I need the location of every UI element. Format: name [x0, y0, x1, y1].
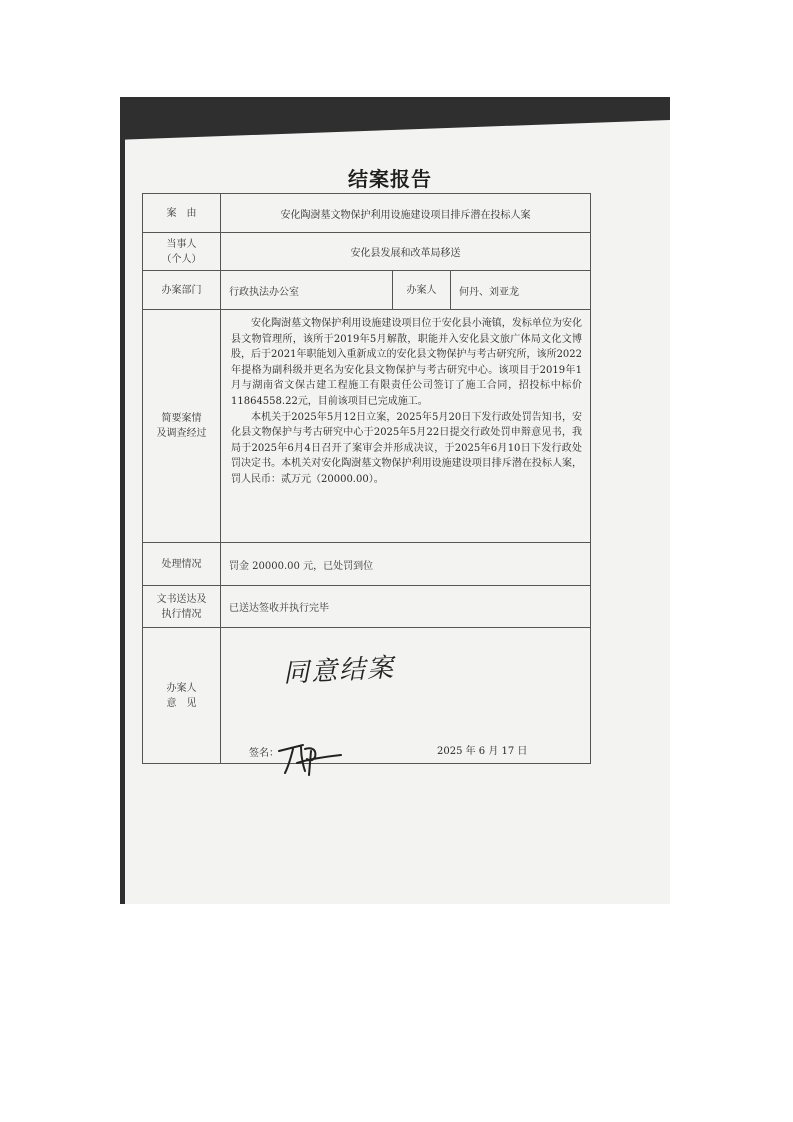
signature-date: 2025 年 6 月 17 日 — [437, 746, 528, 757]
document-title: 结案报告 — [348, 167, 432, 191]
row-opinion — [143, 628, 591, 764]
row-party — [143, 233, 591, 271]
summary-paragraph-2: 本机关于2025年5月12日立案，2025年5月20日下发行政处罚告知书，安化县文物保护与考古研究中心于2025年5月22日提交行政处罚申辩意见书，我局于2025年6月4日召开了案审会并形成决议，于2025年6月10日下发行政处罚决定书。本机关对安化陶澍墓文物保护利用设施建设项目排斥潜在投标人案，罚人民币：贰万元（20000.00）。 — [231, 411, 583, 485]
row-case-cause — [143, 194, 591, 233]
row-delivery — [143, 586, 591, 628]
signature-label: 签名： — [249, 748, 279, 759]
handling-label: 处理情况 — [143, 543, 221, 586]
handler-value: 何丹、刘亚龙 — [451, 271, 591, 310]
row-summary — [143, 310, 591, 543]
handling-value: 罚金 20000.00 元，已处罚到位 — [221, 543, 591, 586]
party-value: 安化县发展和改革局移送 — [221, 233, 591, 271]
department-value: 行政执法办公室 — [221, 271, 393, 310]
delivery-label: 文书送达及 执行情况 — [143, 586, 221, 628]
party-label: 当事人 （个人） — [143, 233, 221, 271]
row-department — [143, 271, 591, 310]
opinion-cell — [221, 628, 591, 764]
case-cause-value: 安化陶澍墓文物保护利用设施建设项目排斥潜在投标人案 — [221, 194, 591, 233]
case-cause-label: 案 由 — [143, 194, 221, 233]
delivery-value: 已送达签收并执行完毕 — [221, 586, 591, 628]
handler-label: 办案人 — [393, 271, 451, 310]
case-closing-form — [142, 193, 591, 764]
department-label: 办案部门 — [143, 271, 221, 310]
summary-label: 简要案情 及调查经过 — [143, 310, 221, 543]
summary-text — [221, 310, 591, 543]
summary-paragraph-1: 安化陶澍墓文物保护利用设施建设项目位于安化县小淹镇，发标单位为安化县文物管理所，该所于2019年5月解散，职能并入安化县文旅广体局文化文博股，后于2021年职能划入重新成立的安化县文物保护与考古研究所，该所2022年提格为副科级并更名为安化县文物保护与考古研究中心。该项目于2019年1月与湖南省文保古建工程施工有限责任公司签订了施工合同，招投标中标价11864558.22元，目前该项目已完成施工。 — [231, 318, 583, 407]
row-handling — [143, 543, 591, 586]
handwritten-opinion: 同意结案 — [282, 653, 396, 689]
signature-mark — [275, 727, 345, 777]
opinion-label: 办案人 意 见 — [143, 628, 221, 764]
